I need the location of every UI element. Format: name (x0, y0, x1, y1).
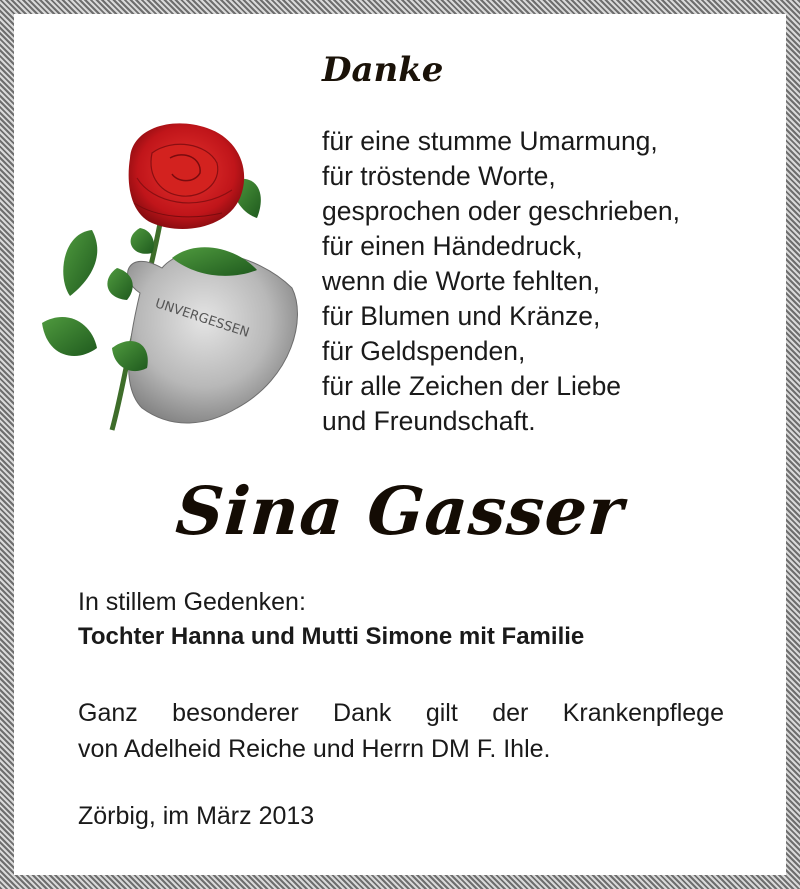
poem-line: wenn die Worte fehlten, (322, 266, 600, 296)
rose-heart-stone-image (22, 118, 312, 438)
poem (322, 124, 680, 439)
poem-line: für alle Zeichen der Liebe (322, 371, 622, 401)
family-names: Tochter Hanna und Mutti Simone mit Familie (78, 623, 585, 650)
deceased-name: Sina Gasser (173, 472, 627, 550)
place-date: Zörbig, im März 2013 (78, 802, 315, 830)
rose-bloom (129, 123, 245, 229)
poem-line: für Geldspenden, (322, 336, 526, 366)
poem-line: für eine stumme Umarmung, (322, 126, 658, 156)
memorial-intro: In stillem Gedenken: (78, 588, 306, 616)
thanks-heading: Danke (322, 50, 444, 90)
special-thanks (78, 695, 724, 767)
leaf-icon (42, 317, 97, 356)
special-thanks-line: Ganz besonderer Dank gilt der Krankenpflege (78, 699, 724, 727)
heart-stone (128, 252, 298, 423)
leaf-icon (131, 228, 154, 254)
poem-line: für Blumen und Kränze, (322, 301, 601, 331)
stone-engraving: UNVERGESSEN (153, 296, 252, 341)
poem-line: für tröstende Worte, (322, 161, 556, 191)
poem-line: und Freundschaft. (322, 406, 536, 436)
poem-line: gesprochen oder geschrieben, (322, 196, 680, 226)
special-thanks-line: von Adelheid Reiche und Herrn DM F. Ihle. (78, 735, 551, 763)
poem-line: für einen Händedruck, (322, 231, 583, 261)
leaf-icon (63, 230, 97, 296)
